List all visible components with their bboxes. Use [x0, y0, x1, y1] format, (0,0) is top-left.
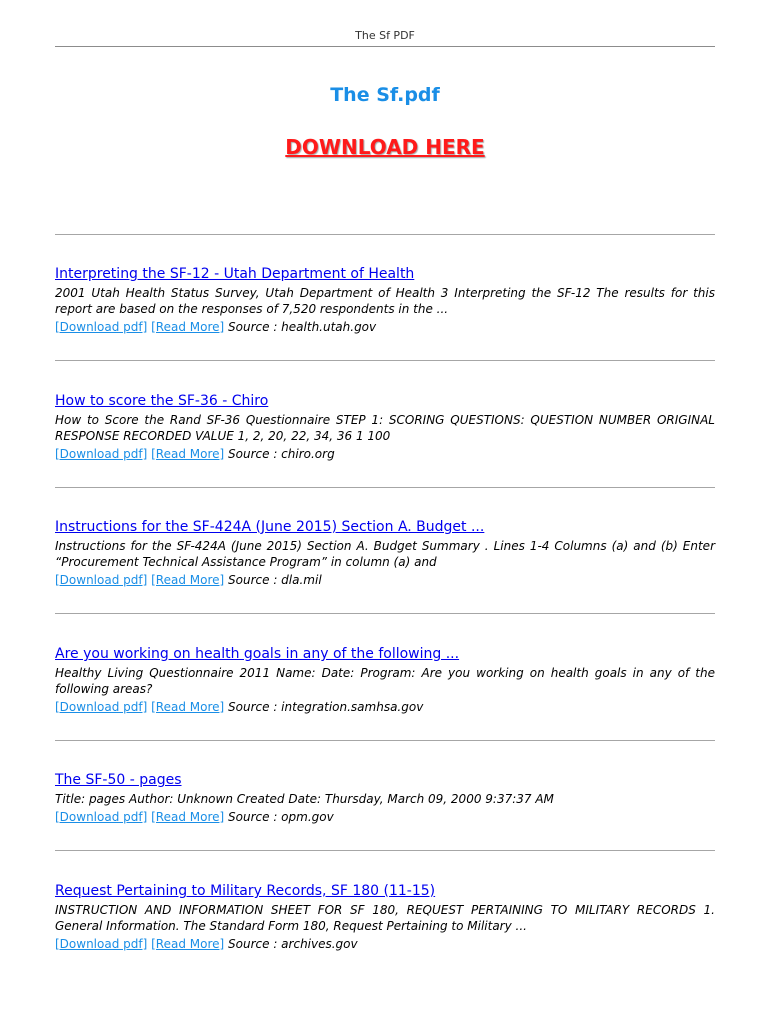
- result-source: Source : integration.samhsa.gov: [228, 700, 424, 714]
- result-source: Source : dla.mil: [228, 573, 322, 587]
- section-divider: [55, 234, 715, 235]
- result-title-link[interactable]: How to score the SF-36 - Chiro: [55, 393, 269, 409]
- download-pdf-link[interactable]: [Download pdf]: [55, 810, 148, 824]
- entry-divider: [55, 360, 715, 361]
- page-title: The Sf.pdf: [330, 84, 440, 106]
- result-entry: [55, 263, 715, 335]
- result-links: [55, 809, 715, 825]
- result-source: Source : chiro.org: [228, 447, 335, 461]
- result-links: [55, 319, 715, 335]
- result-description: Healthy Living Questionnaire 2011 Name: Date: Program: Are you working on health goals in any of the following areas?: [55, 666, 715, 696]
- result-entry: [55, 769, 715, 825]
- result-entry: [55, 390, 715, 462]
- result-source: Source : archives.gov: [228, 937, 358, 951]
- read-more-link[interactable]: [Read More]: [151, 810, 225, 824]
- download-pdf-link[interactable]: [Download pdf]: [55, 447, 148, 461]
- result-title-link[interactable]: Are you working on health goals in any of the following ...: [55, 646, 460, 662]
- result-links: [55, 699, 715, 715]
- read-more-link[interactable]: [Read More]: [151, 937, 225, 951]
- download-pdf-link[interactable]: [Download pdf]: [55, 573, 148, 587]
- result-description: 2001 Utah Health Status Survey, Utah Department of Health 3 Interpreting the SF-12 The results for this report are based on the responses of 7,520 respondents in the ...: [55, 286, 715, 316]
- result-links: [55, 572, 715, 588]
- header-divider: [55, 46, 715, 47]
- entry-divider: [55, 487, 715, 488]
- download-pdf-link[interactable]: [Download pdf]: [55, 937, 148, 951]
- result-entry: [55, 643, 715, 715]
- entry-divider: [55, 850, 715, 851]
- result-source: Source : opm.gov: [228, 810, 334, 824]
- read-more-link[interactable]: [Read More]: [151, 447, 225, 461]
- result-source: Source : health.utah.gov: [228, 320, 377, 334]
- download-here-link[interactable]: DOWNLOAD HERE: [285, 135, 485, 159]
- result-description: Instructions for the SF-424A (June 2015) Section A. Budget Summary . Lines 1-4 Columns (a) and (b) Enter “Procurement Technical Assistance Program” in column (a) and: [55, 539, 715, 569]
- result-description: Title: pages Author: Unknown Created Date: Thursday, March 09, 2000 9:37:37 AM: [55, 792, 554, 806]
- result-title-link[interactable]: Interpreting the SF-12 - Utah Department of Health: [55, 266, 415, 282]
- entry-divider: [55, 740, 715, 741]
- download-pdf-link[interactable]: [Download pdf]: [55, 700, 148, 714]
- result-description: INSTRUCTION AND INFORMATION SHEET FOR SF 180, REQUEST PERTAINING TO MILITARY RECORDS 1. General Information. The Standard Form 180, Request Pertaining to Military ...: [55, 903, 715, 933]
- read-more-link[interactable]: [Read More]: [151, 573, 225, 587]
- read-more-link[interactable]: [Read More]: [151, 700, 225, 714]
- result-description: How to Score the Rand SF-36 Questionnaire STEP 1: SCORING QUESTIONS: QUESTION NUMBER ORIGINAL RESPONSE RECORDED VALUE 1, 2, 20, 22, 34, 36 1 100: [55, 413, 715, 443]
- read-more-link[interactable]: [Read More]: [151, 320, 225, 334]
- result-title-link[interactable]: The SF-50 - pages: [55, 772, 182, 788]
- page-header-text: The Sf PDF: [355, 29, 415, 42]
- result-entry: [55, 880, 715, 952]
- result-title-link[interactable]: Request Pertaining to Military Records, SF 180 (11-15): [55, 883, 436, 899]
- download-pdf-link[interactable]: [Download pdf]: [55, 320, 148, 334]
- result-title-link[interactable]: Instructions for the SF-424A (June 2015) Section A. Budget ...: [55, 519, 485, 535]
- result-links: [55, 936, 715, 952]
- entry-divider: [55, 613, 715, 614]
- result-entry: [55, 516, 715, 588]
- result-links: [55, 446, 715, 462]
